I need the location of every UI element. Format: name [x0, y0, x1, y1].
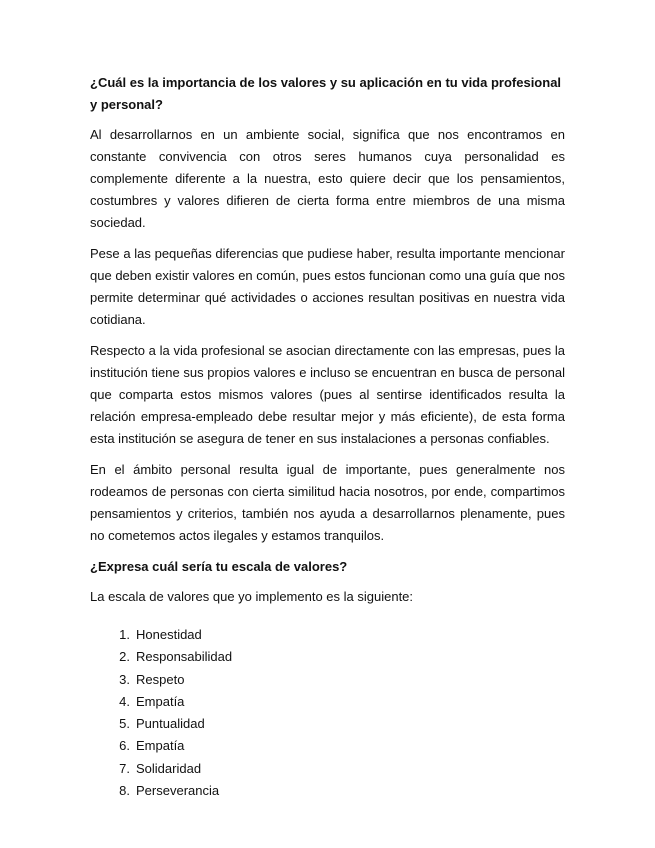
list-item [90, 669, 565, 691]
list-item [90, 624, 565, 646]
list-number: 8. [119, 783, 130, 799]
list-label: Solidaridad [136, 760, 202, 776]
list-label: Responsabilidad [136, 649, 233, 665]
paragraph-1: Al desarrollarnos en un ambiente social, significa que nos encontramos en constante convivencia con otros seres humanos cuya personalidad es complemente diferente a la nuestra, esto quiere decir que los pensamientos, costumbres y valores difieren de cierta forma entre miembros de una misma sociedad. [90, 127, 565, 230]
list-number: 5. [119, 716, 130, 732]
list-label: Respeto [136, 671, 185, 687]
values-intro: La escala de valores que yo implemento es la siguiente: [90, 589, 414, 604]
paragraph-3: Respecto a la vida profesional se asocian directamente con las empresas, pues la institución tiene sus propios valores e incluso se encuentran en busca de personal que comparta estos mismos valores (pues al sentirse identificados resulta la relación empresa-empleado debe resultar mejor y más eficiente), de esta forma esta institución se asegura de tener en sus instalaciones a personas confiables. [90, 343, 565, 446]
question-heading-1: ¿Cuál es la importancia de los valores y su aplicación en tu vida profesional y personal? [90, 75, 562, 112]
list-item [90, 646, 565, 668]
list-item [90, 780, 565, 802]
paragraph-2: Pese a las pequeñas diferencias que pudiese haber, resulta importante mencionar que deben existir valores en común, pues estos funcionan como una guía que nos permite determinar qué actividades o acciones resultan positivas en nuestra vida cotidiana. [90, 246, 565, 327]
list-number: 3. [119, 671, 130, 687]
list-item [90, 758, 565, 780]
list-label: Honestidad [136, 627, 202, 642]
list-number: 2. [119, 649, 130, 665]
list-label: Empatía [136, 738, 185, 754]
list-number: 4. [119, 693, 130, 709]
list-number: 1. [119, 627, 130, 642]
question-heading-2: ¿Expresa cuál sería tu escala de valores? [90, 559, 348, 574]
list-item [90, 735, 565, 757]
list-label: Puntualidad [136, 716, 205, 732]
values-list [90, 624, 565, 802]
list-label: Empatía [136, 693, 185, 709]
paragraph-4: En el ámbito personal resulta igual de importante, pues generalmente nos rodeamos de personas con cierta similitud hacia nosotros, por ende, compartimos pensamientos y criterios, también nos ayuda a desarrollarnos plenamente, pues no cometemos actos ilegales y estamos tranquilos. [90, 462, 565, 543]
list-label: Perseverancia [136, 783, 220, 799]
list-item [90, 713, 565, 735]
list-number: 6. [119, 738, 130, 754]
list-item [90, 691, 565, 713]
list-number: 7. [119, 760, 130, 776]
